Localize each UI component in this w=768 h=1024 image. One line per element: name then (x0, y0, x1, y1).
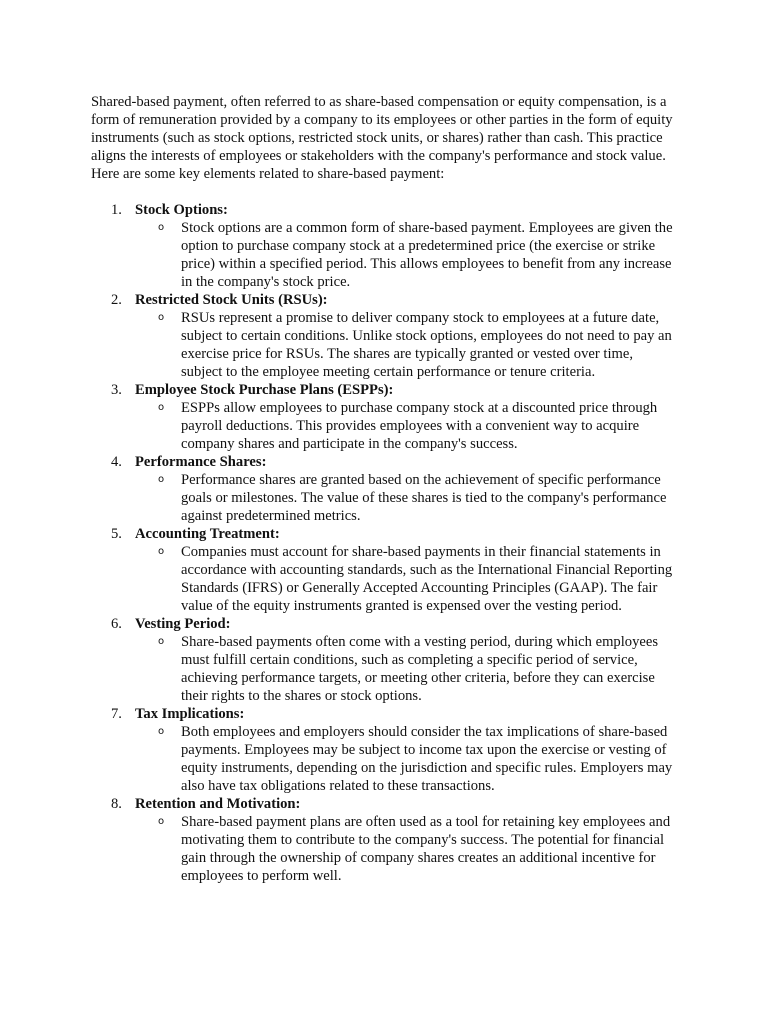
circle-bullet-icon: o (158, 636, 165, 647)
item-heading: Retention and Motivation: (135, 796, 301, 812)
item-heading: Performance Shares: (135, 454, 267, 470)
item-number: 8. (111, 796, 122, 812)
sub-list (135, 633, 677, 705)
sub-list-item (135, 723, 677, 795)
list-item-rsus (91, 291, 677, 381)
sub-list-item (135, 399, 677, 453)
intro-paragraph: Shared-based payment, often referred to as share-based compensation or equity compensation, is a form of remuneration provided by a company to its employees or other parties in the form of equity instruments (such as stock options, restricted stock units, or shares) rather than cash. This practice aligns the interests of employees or stakeholders with the company's performance and stock value. Here are some key elements related to share-based payment: (91, 94, 673, 182)
item-heading: Accounting Treatment: (135, 526, 280, 542)
item-number: 1. (111, 202, 122, 218)
item-number: 6. (111, 616, 122, 632)
sub-list-item (135, 219, 677, 291)
item-heading: Tax Implications: (135, 706, 245, 722)
circle-bullet-icon: o (158, 726, 165, 737)
item-heading: Vesting Period: (135, 616, 231, 632)
circle-bullet-icon: o (158, 816, 165, 827)
item-number: 2. (111, 292, 122, 308)
item-number: 4. (111, 454, 122, 470)
circle-bullet-icon: o (158, 402, 165, 413)
sub-list-item (135, 813, 677, 885)
list-item-performance-shares (91, 453, 677, 525)
item-detail: RSUs represent a promise to deliver company stock to employees at a future date, subject to certain conditions. Unlike stock options, employees do not need to pay an exercise price for RSUs. The shares are typically granted or vested over time, subject to the employee meeting certain performance or tenure criteria. (181, 310, 672, 380)
key-elements-list (91, 201, 677, 885)
item-detail: Both employees and employers should consider the tax implications of share-based payments. Employees may be subject to income tax upon the exercise or vesting of equity instruments, depending on the jurisdiction and specific rules. Employers may also have tax obligations related to these transactions. (181, 724, 673, 794)
sub-list (135, 309, 677, 381)
sub-list (135, 471, 677, 525)
sub-list (135, 723, 677, 795)
sub-list (135, 219, 677, 291)
item-number: 7. (111, 706, 122, 722)
item-detail: Companies must account for share-based payments in their financial statements in accordance with accounting standards, such as the International Financial Reporting Standards (IFRS) or Generally Accepted Accounting Principles (GAAP). The fair value of the equity instruments granted is expensed over the vesting period. (181, 544, 673, 614)
sub-list-item (135, 471, 677, 525)
list-item-accounting-treatment (91, 525, 677, 615)
item-number: 3. (111, 382, 122, 398)
item-detail: Performance shares are granted based on the achievement of specific performance goals or milestones. The value of these shares is tied to the company's performance against predetermined metrics. (181, 472, 667, 524)
circle-bullet-icon: o (158, 222, 165, 233)
list-item-retention-motivation (91, 795, 677, 885)
item-detail: Stock options are a common form of share-based payment. Employees are given the option to purchase company stock at a predetermined price (the exercise or strike price) within a specified period. This allows employees to benefit from any increase in the company's stock price. (181, 220, 673, 290)
item-detail: Share-based payments often come with a vesting period, during which employees must fulfill certain conditions, such as completing a specific period of service, achieving performance targets, or meeting other criteria, before they can exercise their rights to the shares or stock options. (181, 634, 659, 704)
sub-list-item (135, 633, 677, 705)
sub-list (135, 399, 677, 453)
circle-bullet-icon: o (158, 474, 165, 485)
list-item-stock-options (91, 201, 677, 291)
sub-list (135, 813, 677, 885)
item-heading: Restricted Stock Units (RSUs): (135, 292, 328, 308)
document-body (91, 93, 677, 885)
sub-list-item (135, 309, 677, 381)
item-number: 5. (111, 526, 122, 542)
item-heading: Employee Stock Purchase Plans (ESPPs): (135, 382, 394, 398)
sub-list-item (135, 543, 677, 615)
circle-bullet-icon: o (158, 312, 165, 323)
item-detail: Share-based payment plans are often used as a tool for retaining key employees and motivating them to contribute to the company's success. The potential for financial gain through the ownership of company shares creates an additional incentive for employees to perform well. (181, 814, 671, 884)
circle-bullet-icon: o (158, 546, 165, 557)
item-heading: Stock Options: (135, 202, 228, 218)
list-item-tax-implications (91, 705, 677, 795)
sub-list (135, 543, 677, 615)
item-detail: ESPPs allow employees to purchase company stock at a discounted price through payroll deductions. This provides employees with a convenient way to acquire company shares and participate in the company's success. (181, 400, 658, 452)
list-item-espps (91, 381, 677, 453)
list-item-vesting-period (91, 615, 677, 705)
